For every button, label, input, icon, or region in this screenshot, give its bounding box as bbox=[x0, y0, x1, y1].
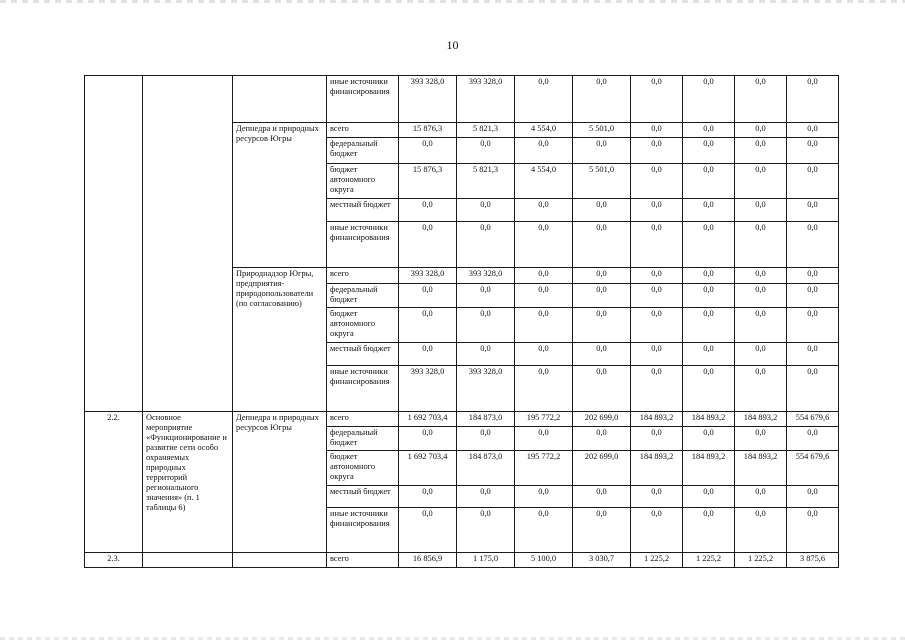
amount-cell: 0,0 bbox=[735, 199, 787, 222]
executor-cell: Депнедра и природных ресурсов Югры bbox=[233, 412, 327, 553]
amount-cell: 0,0 bbox=[573, 76, 631, 123]
amount-cell: 393 328,0 bbox=[399, 366, 457, 412]
amount-cell: 0,0 bbox=[735, 486, 787, 508]
executor-cell bbox=[233, 76, 327, 123]
amount-cell: 554 679,6 bbox=[787, 412, 839, 427]
amount-cell: 0,0 bbox=[683, 123, 735, 138]
amount-cell: 5 501,0 bbox=[573, 123, 631, 138]
amount-cell: 3 030,7 bbox=[573, 553, 631, 568]
amount-cell: 3 875,6 bbox=[787, 553, 839, 568]
activity-cell: Основное мероприятие «Функционирование и развитие сети особо охраняемых природных территорий регионального значения» (п. 1 таблицы 6) bbox=[143, 412, 233, 553]
amount-cell: 5 821,3 bbox=[457, 123, 515, 138]
amount-cell: 0,0 bbox=[457, 308, 515, 343]
amount-cell: 0,0 bbox=[683, 76, 735, 123]
amount-cell: 0,0 bbox=[399, 427, 457, 451]
amount-cell: 0,0 bbox=[631, 164, 683, 199]
amount-cell: 1 175,0 bbox=[457, 553, 515, 568]
funding-source-cell: федеральный бюджет bbox=[327, 284, 399, 308]
amount-cell: 184 893,2 bbox=[631, 412, 683, 427]
amount-cell: 393 328,0 bbox=[399, 268, 457, 284]
amount-cell: 15 876,3 bbox=[399, 164, 457, 199]
amount-cell: 0,0 bbox=[787, 508, 839, 553]
amount-cell: 0,0 bbox=[515, 76, 573, 123]
amount-cell: 0,0 bbox=[683, 366, 735, 412]
amount-cell: 0,0 bbox=[631, 486, 683, 508]
amount-cell: 0,0 bbox=[515, 222, 573, 268]
executor-cell: Природнадзор Югры, предприятия-природопользователи (по согласованию) bbox=[233, 268, 327, 412]
amount-cell: 393 328,0 bbox=[399, 76, 457, 123]
amount-cell: 0,0 bbox=[787, 308, 839, 343]
amount-cell: 0,0 bbox=[515, 199, 573, 222]
amount-cell: 0,0 bbox=[683, 486, 735, 508]
amount-cell: 0,0 bbox=[683, 427, 735, 451]
amount-cell: 1 692 703,4 bbox=[399, 451, 457, 486]
funding-source-cell: федеральный бюджет bbox=[327, 427, 399, 451]
amount-cell: 0,0 bbox=[787, 138, 839, 164]
amount-cell: 0,0 bbox=[457, 138, 515, 164]
amount-cell: 0,0 bbox=[787, 284, 839, 308]
executor-cell bbox=[233, 553, 327, 568]
funding-source-cell: федеральный бюджет bbox=[327, 138, 399, 164]
amount-cell: 0,0 bbox=[457, 427, 515, 451]
scan-edge-top bbox=[0, 0, 905, 3]
funding-source-cell: бюджет автономного округа bbox=[327, 164, 399, 199]
amount-cell: 0,0 bbox=[683, 308, 735, 343]
funding-source-cell: всего bbox=[327, 123, 399, 138]
amount-cell: 0,0 bbox=[787, 164, 839, 199]
amount-cell: 0,0 bbox=[735, 343, 787, 366]
amount-cell: 0,0 bbox=[631, 123, 683, 138]
amount-cell: 0,0 bbox=[515, 268, 573, 284]
amount-cell: 0,0 bbox=[631, 199, 683, 222]
amount-cell: 0,0 bbox=[515, 508, 573, 553]
amount-cell: 0,0 bbox=[735, 123, 787, 138]
amount-cell: 1 225,2 bbox=[683, 553, 735, 568]
amount-cell: 0,0 bbox=[787, 76, 839, 123]
amount-cell: 184 873,0 bbox=[457, 451, 515, 486]
amount-cell: 0,0 bbox=[573, 427, 631, 451]
amount-cell: 184 893,2 bbox=[735, 451, 787, 486]
amount-cell: 184 873,0 bbox=[457, 412, 515, 427]
amount-cell: 184 893,2 bbox=[683, 451, 735, 486]
amount-cell: 0,0 bbox=[457, 343, 515, 366]
amount-cell: 0,0 bbox=[631, 366, 683, 412]
amount-cell: 0,0 bbox=[735, 222, 787, 268]
amount-cell: 16 856,9 bbox=[399, 553, 457, 568]
amount-cell: 184 893,2 bbox=[683, 412, 735, 427]
amount-cell: 195 772,2 bbox=[515, 451, 573, 486]
amount-cell: 393 328,0 bbox=[457, 268, 515, 284]
budget-table-container bbox=[84, 75, 839, 568]
funding-source-cell: иные источники финансирования bbox=[327, 222, 399, 268]
amount-cell: 0,0 bbox=[573, 366, 631, 412]
amount-cell: 4 554,0 bbox=[515, 164, 573, 199]
amount-cell: 0,0 bbox=[735, 308, 787, 343]
amount-cell: 0,0 bbox=[683, 199, 735, 222]
amount-cell: 0,0 bbox=[735, 366, 787, 412]
budget-table bbox=[84, 75, 839, 568]
item-number-cell bbox=[85, 76, 143, 412]
amount-cell: 0,0 bbox=[631, 222, 683, 268]
amount-cell: 0,0 bbox=[787, 427, 839, 451]
amount-cell: 0,0 bbox=[399, 508, 457, 553]
amount-cell: 0,0 bbox=[631, 76, 683, 123]
funding-source-cell: местный бюджет bbox=[327, 486, 399, 508]
page-number: 10 bbox=[446, 38, 459, 52]
amount-cell: 0,0 bbox=[515, 427, 573, 451]
activity-cell bbox=[143, 76, 233, 412]
amount-cell: 5 501,0 bbox=[573, 164, 631, 199]
amount-cell: 0,0 bbox=[631, 427, 683, 451]
amount-cell: 195 772,2 bbox=[515, 412, 573, 427]
activity-cell bbox=[143, 553, 233, 568]
amount-cell: 0,0 bbox=[399, 486, 457, 508]
amount-cell: 0,0 bbox=[573, 486, 631, 508]
funding-source-cell: местный бюджет bbox=[327, 199, 399, 222]
amount-cell: 0,0 bbox=[515, 308, 573, 343]
amount-cell: 0,0 bbox=[787, 199, 839, 222]
funding-source-cell: всего bbox=[327, 412, 399, 427]
amount-cell: 5 821,3 bbox=[457, 164, 515, 199]
amount-cell: 1 225,2 bbox=[631, 553, 683, 568]
amount-cell: 0,0 bbox=[787, 268, 839, 284]
amount-cell: 0,0 bbox=[683, 268, 735, 284]
amount-cell: 0,0 bbox=[683, 343, 735, 366]
amount-cell: 0,0 bbox=[631, 343, 683, 366]
amount-cell: 0,0 bbox=[683, 138, 735, 164]
amount-cell: 0,0 bbox=[735, 284, 787, 308]
table-row bbox=[85, 412, 839, 427]
amount-cell: 0,0 bbox=[735, 427, 787, 451]
funding-source-cell: местный бюджет bbox=[327, 343, 399, 366]
item-number-cell: 2.2. bbox=[85, 412, 143, 553]
item-number-cell: 2.3. bbox=[85, 553, 143, 568]
amount-cell: 0,0 bbox=[515, 486, 573, 508]
amount-cell: 202 699,0 bbox=[573, 412, 631, 427]
funding-source-cell: бюджет автономного округа bbox=[327, 451, 399, 486]
amount-cell: 0,0 bbox=[399, 343, 457, 366]
amount-cell: 393 328,0 bbox=[457, 76, 515, 123]
amount-cell: 0,0 bbox=[457, 284, 515, 308]
table-row bbox=[85, 553, 839, 568]
amount-cell: 0,0 bbox=[573, 308, 631, 343]
amount-cell: 0,0 bbox=[399, 308, 457, 343]
amount-cell: 0,0 bbox=[399, 138, 457, 164]
amount-cell: 0,0 bbox=[457, 199, 515, 222]
amount-cell: 0,0 bbox=[735, 508, 787, 553]
amount-cell: 0,0 bbox=[457, 222, 515, 268]
amount-cell: 0,0 bbox=[735, 138, 787, 164]
amount-cell: 184 893,2 bbox=[735, 412, 787, 427]
amount-cell: 0,0 bbox=[515, 284, 573, 308]
amount-cell: 4 554,0 bbox=[515, 123, 573, 138]
amount-cell: 0,0 bbox=[631, 508, 683, 553]
amount-cell: 0,0 bbox=[631, 284, 683, 308]
amount-cell: 0,0 bbox=[683, 164, 735, 199]
amount-cell: 554 679,6 bbox=[787, 451, 839, 486]
amount-cell: 0,0 bbox=[399, 284, 457, 308]
amount-cell: 0,0 bbox=[515, 138, 573, 164]
amount-cell: 1 692 703,4 bbox=[399, 412, 457, 427]
executor-cell: Депнедра и природных ресурсов Югры bbox=[233, 123, 327, 268]
amount-cell: 0,0 bbox=[457, 486, 515, 508]
amount-cell: 0,0 bbox=[573, 508, 631, 553]
amount-cell: 0,0 bbox=[573, 199, 631, 222]
table-row bbox=[85, 76, 839, 123]
amount-cell: 0,0 bbox=[631, 138, 683, 164]
amount-cell: 0,0 bbox=[573, 284, 631, 308]
amount-cell: 0,0 bbox=[735, 268, 787, 284]
amount-cell: 0,0 bbox=[631, 268, 683, 284]
amount-cell: 202 699,0 bbox=[573, 451, 631, 486]
funding-source-cell: всего bbox=[327, 268, 399, 284]
amount-cell: 0,0 bbox=[787, 366, 839, 412]
amount-cell: 0,0 bbox=[683, 284, 735, 308]
amount-cell: 0,0 bbox=[787, 486, 839, 508]
amount-cell: 0,0 bbox=[399, 222, 457, 268]
amount-cell: 0,0 bbox=[515, 343, 573, 366]
amount-cell: 0,0 bbox=[787, 123, 839, 138]
amount-cell: 0,0 bbox=[735, 164, 787, 199]
funding-source-cell: бюджет автономного округа bbox=[327, 308, 399, 343]
funding-source-cell: иные источники финансирования bbox=[327, 508, 399, 553]
amount-cell: 0,0 bbox=[457, 508, 515, 553]
funding-source-cell: иные источники финансирования bbox=[327, 76, 399, 123]
funding-source-cell: всего bbox=[327, 553, 399, 568]
amount-cell: 0,0 bbox=[631, 308, 683, 343]
amount-cell: 0,0 bbox=[787, 343, 839, 366]
amount-cell: 0,0 bbox=[787, 222, 839, 268]
funding-source-cell: иные источники финансирования bbox=[327, 366, 399, 412]
amount-cell: 0,0 bbox=[399, 199, 457, 222]
amount-cell: 393 328,0 bbox=[457, 366, 515, 412]
amount-cell: 0,0 bbox=[573, 268, 631, 284]
amount-cell: 0,0 bbox=[573, 138, 631, 164]
amount-cell: 0,0 bbox=[683, 508, 735, 553]
amount-cell: 184 893,2 bbox=[631, 451, 683, 486]
amount-cell: 0,0 bbox=[683, 222, 735, 268]
amount-cell: 1 225,2 bbox=[735, 553, 787, 568]
amount-cell: 0,0 bbox=[573, 343, 631, 366]
amount-cell: 15 876,3 bbox=[399, 123, 457, 138]
amount-cell: 0,0 bbox=[573, 222, 631, 268]
amount-cell: 5 100,0 bbox=[515, 553, 573, 568]
amount-cell: 0,0 bbox=[515, 366, 573, 412]
budget-table-body bbox=[85, 76, 839, 568]
amount-cell: 0,0 bbox=[735, 76, 787, 123]
